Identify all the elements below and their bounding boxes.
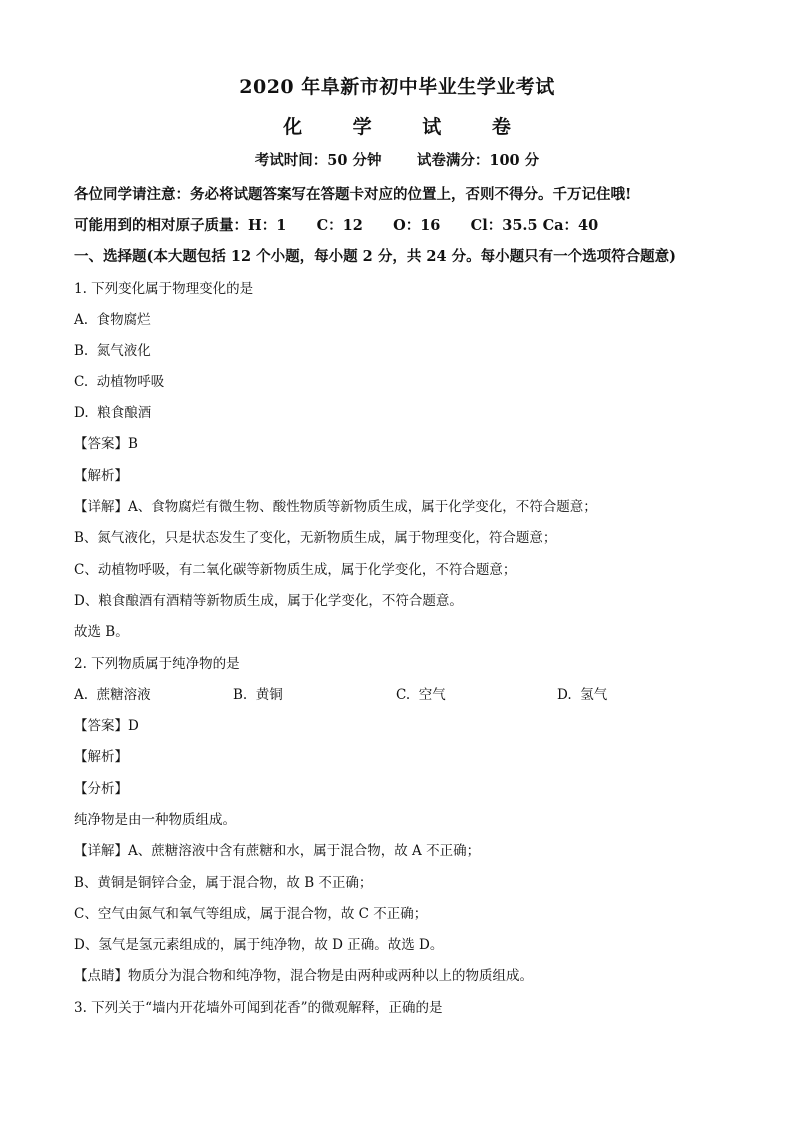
- atomic-masses: 可能用到的相对原子质量：H：1 C：12 O：16 Cl：35.5 Ca：40: [74, 217, 599, 234]
- question-3-stem: 3. 下列关于“墙内开花墙外可闻到花香”的微观解释，正确的是: [74, 1000, 443, 1016]
- question-2-stem: 2. 下列物质属于纯净物的是: [74, 656, 240, 672]
- question-1-answer: 【答案】B: [74, 436, 138, 452]
- question-2-detail-1: 【详解】A、蔗糖溶液中含有蔗糖和水，属于混合物，故 A 不正确；: [74, 843, 481, 859]
- question-2-detail-3: C、空气由氮气和氧气等组成，属于混合物，故 C 不正确；: [74, 906, 428, 922]
- exam-info: 考试时间：50 分钟 试卷满分：100 分: [254, 152, 540, 169]
- question-2-remark: 【点睛】物质分为混合物和纯净物，混合物是由两种或两种以上的物质组成。: [74, 968, 533, 984]
- question-2-answer: 【答案】D: [74, 718, 139, 734]
- question-1-detail-4: D、粮食酿酒有酒精等新物质生成，属于化学变化，不符合题意。: [74, 593, 463, 609]
- exam-subtitle: 化 学 试 卷: [283, 116, 511, 138]
- question-2-analysis-head: 【分析】: [74, 781, 128, 797]
- question-1-detail-1: 【详解】A、食物腐烂有微生物、酸性物质等新物质生成，属于化学变化，不符合题意；: [74, 499, 597, 515]
- question-1-option-d: D. 粮食酿酒: [74, 405, 152, 421]
- question-1-conclusion: 故选 B。: [74, 624, 129, 640]
- question-1-option-b: B. 氮气液化: [74, 343, 151, 359]
- question-1-analysis-label: 【解析】: [74, 468, 128, 484]
- question-1-option-a: A. 食物腐烂: [74, 312, 151, 328]
- notice-text: 各位同学请注意：务必将试题答案写在答题卡对应的位置上，否则不得分。千万记住哦!: [74, 186, 632, 203]
- question-1-detail-2: B、氮气液化，只是状态发生了变化，无新物质生成，属于物理变化，符合题意；: [74, 530, 557, 546]
- question-2-detail-4: D、氢气是氢元素组成的，属于纯净物，故 D 正确。故选 D。: [74, 937, 444, 953]
- question-2-detail-2: B、黄铜是铜锌合金，属于混合物，故 B 不正确；: [74, 875, 373, 891]
- question-1-detail-3: C、动植物呼吸，有二氧化碳等新物质生成，属于化学变化，不符合题意；: [74, 562, 517, 578]
- question-2-option-a: A. 蔗糖溶液: [74, 687, 151, 703]
- question-1-stem: 1. 下列变化属于物理变化的是: [74, 281, 254, 297]
- question-2-analysis-label: 【解析】: [74, 749, 128, 765]
- section-heading: 一、选择题(本大题包括 12 个小题，每小题 2 分，共 24 分。每小题只有一个选项符合题意): [74, 248, 676, 265]
- question-2-option-c: C. 空气: [396, 687, 446, 703]
- question-2-option-b: B. 黄铜: [233, 687, 283, 703]
- exam-title: 2020 年阜新市初中毕业生学业考试: [239, 76, 555, 98]
- question-1-option-c: C. 动植物呼吸: [74, 374, 165, 390]
- question-2-analysis-text: 纯净物是由一种物质组成。: [74, 812, 236, 828]
- question-2-option-d: D. 氢气: [557, 687, 608, 703]
